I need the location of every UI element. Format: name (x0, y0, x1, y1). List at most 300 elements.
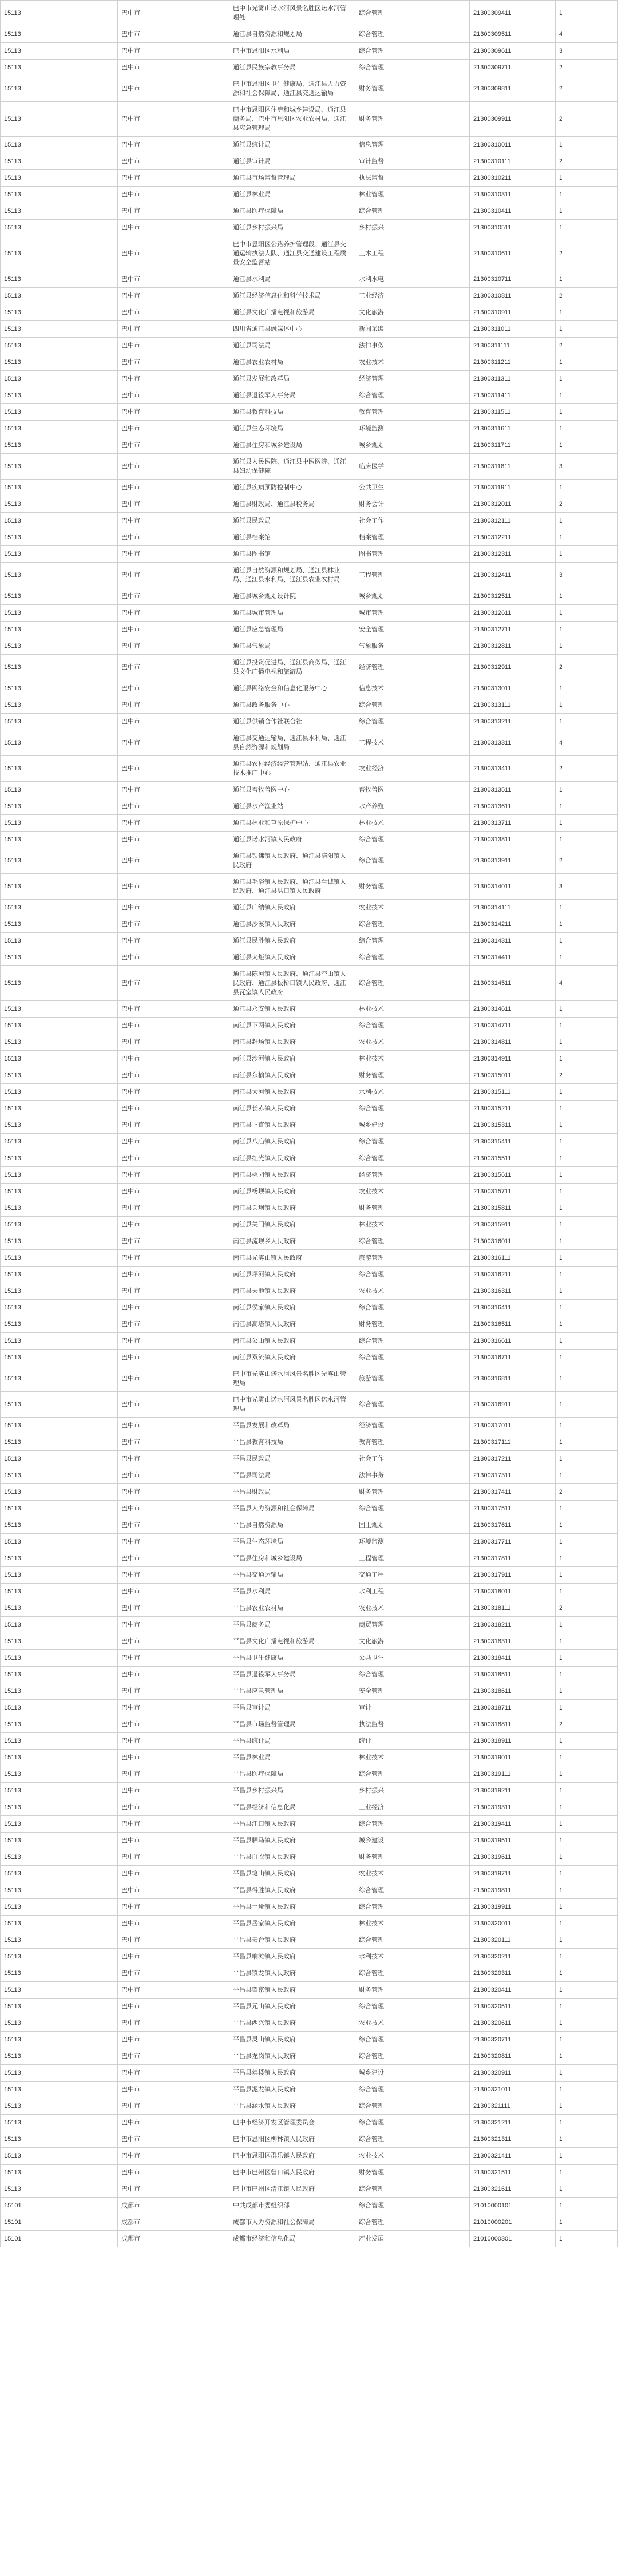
table-row (0, 1932, 618, 1948)
table-cell: 15113 (0, 900, 117, 916)
table-cell: 1 (555, 304, 618, 320)
table-cell: 通江县农村经济经营管理站、通江县农业技术推广中心 (229, 756, 355, 781)
table-cell: 乡村振兴 (355, 1783, 469, 1799)
table-row (0, 1150, 618, 1166)
table-row (0, 588, 618, 604)
table-cell: 审计监督 (355, 153, 469, 169)
table-cell: 21300313011 (469, 680, 555, 697)
table-cell: 农业技术 (355, 1866, 469, 1882)
table-cell: 15113 (0, 638, 117, 654)
table-cell: 15113 (0, 170, 117, 186)
table-row (0, 0, 618, 26)
table-row (0, 1166, 618, 1183)
table-cell: 21010000201 (469, 2214, 555, 2230)
table-row (0, 1600, 618, 1616)
table-cell: 农业技术 (355, 1600, 469, 1616)
table-cell: 15113 (0, 1283, 117, 1299)
table-cell: 1 (555, 480, 618, 496)
table-cell: 1 (555, 949, 618, 965)
table-cell: 1 (555, 1283, 618, 1299)
table-cell: 21300316511 (469, 1316, 555, 1332)
table-cell: 平昌县市场监督管理局 (229, 1716, 355, 1732)
table-cell: 平昌县交通运输局 (229, 1567, 355, 1583)
table-cell: 交通工程 (355, 1567, 469, 1583)
table-cell: 巴中市 (117, 43, 229, 59)
table-cell: 15113 (0, 513, 117, 529)
table-cell: 21300316111 (469, 1250, 555, 1266)
table-cell: 15113 (0, 137, 117, 153)
table-cell: 巴中市 (117, 321, 229, 337)
table-cell: 巴中市 (117, 102, 229, 136)
table-cell: 南江县下两镇人民政府 (229, 1018, 355, 1034)
table-cell: 21300310111 (469, 153, 555, 169)
table-row (0, 2214, 618, 2230)
table-cell: 巴中市 (117, 1184, 229, 1200)
table-cell: 综合管理 (355, 1134, 469, 1150)
table-cell: 1 (555, 387, 618, 403)
table-cell: 1 (555, 1584, 618, 1600)
table-cell: 2 (555, 1484, 618, 1500)
table-cell: 15101 (0, 2231, 117, 2247)
table-cell: 巴中市 (117, 1617, 229, 1633)
table-cell: 21300320211 (469, 1949, 555, 1965)
table-cell: 21300315311 (469, 1117, 555, 1133)
table-cell: 1 (555, 546, 618, 562)
table-cell: 城乡建设 (355, 1833, 469, 1849)
table-cell: 平昌县住房和城乡建设局 (229, 1550, 355, 1566)
table-cell: 2 (555, 1067, 618, 1083)
table-cell: 2 (555, 153, 618, 169)
table-cell: 15113 (0, 1683, 117, 1699)
table-cell: 综合管理 (355, 2181, 469, 2197)
table-cell: 平昌县生态环境局 (229, 1534, 355, 1550)
table-cell: 通江县文化广播电视和旅游局 (229, 304, 355, 320)
table-cell: 21300314511 (469, 966, 555, 1000)
table-cell: 综合管理 (355, 1233, 469, 1249)
table-cell: 平昌县笔山镇人民政府 (229, 1866, 355, 1882)
table-cell: 21300317311 (469, 1467, 555, 1483)
table-cell: 通江县民政局 (229, 513, 355, 529)
table-cell: 1 (555, 1733, 618, 1749)
table-row (0, 287, 618, 304)
table-cell: 平昌县医疗保障局 (229, 1766, 355, 1782)
table-cell: 旅游管理 (355, 1366, 469, 1391)
table-cell: 通江县畜牧兽医中心 (229, 782, 355, 798)
table-cell: 1 (555, 1300, 618, 1316)
table-cell: 21300318611 (469, 1683, 555, 1699)
table-row (0, 798, 618, 814)
table-row (0, 1799, 618, 1815)
table-cell: 1 (555, 2098, 618, 2114)
table-cell: 南江县公山镇人民政府 (229, 1333, 355, 1349)
table-cell: 巴中市 (117, 1467, 229, 1483)
table-cell: 农业经济 (355, 756, 469, 781)
table-cell: 15113 (0, 1600, 117, 1616)
table-cell: 巴中市 (117, 1882, 229, 1898)
table-cell: 巴中市 (117, 1067, 229, 1083)
table-cell: 综合管理 (355, 387, 469, 403)
table-cell: 巴中市 (117, 1451, 229, 1467)
table-cell: 农业技术 (355, 1184, 469, 1200)
table-cell: 综合管理 (355, 26, 469, 42)
table-cell: 1 (555, 1501, 618, 1517)
table-cell: 综合管理 (355, 1018, 469, 1034)
table-cell: 1 (555, 900, 618, 916)
table-cell: 15113 (0, 1333, 117, 1349)
table-cell: 15113 (0, 1117, 117, 1133)
table-cell: 21300316411 (469, 1300, 555, 1316)
table-cell: 巴中市 (117, 1167, 229, 1183)
table-cell: 21300317811 (469, 1550, 555, 1566)
table-cell: 21300313211 (469, 714, 555, 730)
table-cell: 巴中市 (117, 1683, 229, 1699)
table-row (0, 831, 618, 848)
table-cell: 21300317011 (469, 1418, 555, 1434)
table-cell: 2 (555, 60, 618, 76)
table-cell: 1 (555, 1333, 618, 1349)
table-cell: 21010000101 (469, 2198, 555, 2214)
table-cell: 21300314711 (469, 1018, 555, 1034)
table-cell: 21300311111 (469, 338, 555, 354)
table-cell: 信息技术 (355, 680, 469, 697)
table-cell: 巴中市 (117, 1267, 229, 1283)
table-row (0, 1965, 618, 1981)
table-row (0, 2131, 618, 2147)
table-cell: 巴中市 (117, 1501, 229, 1517)
table-cell: 综合管理 (355, 1766, 469, 1782)
table-cell: 1 (555, 1517, 618, 1533)
table-cell: 15113 (0, 782, 117, 798)
table-cell: 通江县经济信息化和科学技术局 (229, 288, 355, 304)
table-row (0, 529, 618, 545)
table-cell: 平昌县龙岗镇人民政府 (229, 2048, 355, 2064)
table-cell: 南江县东榆镇人民政府 (229, 1067, 355, 1083)
table-cell: 15113 (0, 454, 117, 479)
table-cell: 综合管理 (355, 933, 469, 949)
table-cell: 巴中市 (117, 480, 229, 496)
table-cell: 林业技术 (355, 1750, 469, 1766)
table-cell: 15113 (0, 933, 117, 949)
table-cell: 21300309911 (469, 102, 555, 136)
table-cell: 通江县民族宗教事务局 (229, 60, 355, 76)
table-row (0, 654, 618, 680)
table-cell: 平昌县岳家镇人民政府 (229, 1916, 355, 1932)
table-cell: 综合管理 (355, 60, 469, 76)
table-row (0, 1332, 618, 1349)
table-cell: 15113 (0, 1866, 117, 1882)
table-row (0, 2048, 618, 2064)
table-cell: 公共卫生 (355, 480, 469, 496)
table-cell: 综合管理 (355, 697, 469, 713)
table-cell: 巴中市 (117, 546, 229, 562)
table-cell: 林业技术 (355, 1001, 469, 1017)
table-cell: 15113 (0, 220, 117, 236)
table-cell: 15113 (0, 1484, 117, 1500)
table-cell: 平昌县发展和改革局 (229, 1418, 355, 1434)
table-cell: 通江县农业农村局 (229, 354, 355, 370)
table-cell: 综合管理 (355, 1300, 469, 1316)
table-row (0, 76, 618, 101)
table-cell: 15113 (0, 304, 117, 320)
table-cell: 巴中市 (117, 1051, 229, 1067)
table-cell: 财务会计 (355, 496, 469, 512)
table-row (0, 2197, 618, 2214)
table-cell: 通江县应急管理局 (229, 622, 355, 638)
table-cell: 15113 (0, 1034, 117, 1050)
table-cell: 财务管理 (355, 1982, 469, 1998)
table-cell: 15113 (0, 697, 117, 713)
table-cell: 工程技术 (355, 730, 469, 755)
table-cell: 15113 (0, 1200, 117, 1216)
table-cell: 通江县交通运输局、通江县水利局、通江县自然资源和规划局 (229, 730, 355, 755)
table-cell: 城乡规划 (355, 588, 469, 604)
table-cell: 商贸管理 (355, 1617, 469, 1633)
table-cell: 1 (555, 203, 618, 219)
table-cell: 21300310211 (469, 170, 555, 186)
table-cell: 巴中市 (117, 1982, 229, 1998)
table-cell: 南江县关坝镇人民政府 (229, 1200, 355, 1216)
table-cell: 21300314811 (469, 1034, 555, 1050)
table-cell: 巴中市 (117, 1899, 229, 1915)
table-cell: 1 (555, 321, 618, 337)
table-cell: 平昌县西兴镇人民政府 (229, 2015, 355, 2031)
table-cell: 巴中市 (117, 404, 229, 420)
table-cell: 通江县网络安全和信息化服务中心 (229, 680, 355, 697)
table-cell: 15113 (0, 1, 117, 26)
table-cell: 巴中市 (117, 655, 229, 680)
table-row (0, 453, 618, 479)
table-cell: 1 (555, 1982, 618, 1998)
table-cell: 21300321511 (469, 2165, 555, 2181)
table-row (0, 387, 618, 403)
table-cell: 通江县广纳镇人民政府 (229, 900, 355, 916)
table-cell: 21300316911 (469, 1392, 555, 1417)
table-cell: 1 (555, 1117, 618, 1133)
table-row (0, 1616, 618, 1633)
table-cell: 21300311911 (469, 480, 555, 496)
table-cell: 21300312311 (469, 546, 555, 562)
table-cell: 1 (555, 1366, 618, 1391)
table-cell: 1 (555, 1534, 618, 1550)
table-cell: 15113 (0, 1350, 117, 1366)
table-cell: 15113 (0, 815, 117, 831)
table-row (0, 203, 618, 219)
table-cell: 21300315511 (469, 1150, 555, 1166)
table-cell: 城市管理 (355, 605, 469, 621)
table-cell: 农业技术 (355, 1034, 469, 1050)
table-cell: 综合管理 (355, 43, 469, 59)
table-cell: 21300319011 (469, 1750, 555, 1766)
table-cell: 巴中市 (117, 1700, 229, 1716)
table-cell: 巴中市 (117, 2082, 229, 2098)
table-cell: 15113 (0, 1501, 117, 1517)
table-cell: 临床医学 (355, 454, 469, 479)
table-cell: 1 (555, 1034, 618, 1050)
table-cell: 1 (555, 1150, 618, 1166)
table-cell: 1 (555, 1700, 618, 1716)
table-row (0, 1782, 618, 1799)
table-cell: 旅游管理 (355, 1250, 469, 1266)
table-cell: 1 (555, 1633, 618, 1649)
table-cell: 巴中市 (117, 949, 229, 965)
table-cell: 15113 (0, 2015, 117, 2031)
table-cell: 南江县坪河镇人民政府 (229, 1267, 355, 1283)
table-cell: 通江县退役军人事务局 (229, 387, 355, 403)
table-cell: 巴中市 (117, 1200, 229, 1216)
table-cell: 通江县毛浴镇人民政府、通江县至诚镇人民政府、通江县洪口镇人民政府 (229, 874, 355, 899)
table-row (0, 1732, 618, 1749)
table-cell: 15113 (0, 496, 117, 512)
table-row (0, 1649, 618, 1666)
table-cell: 21300309711 (469, 60, 555, 76)
table-cell: 综合管理 (355, 2115, 469, 2131)
table-row (0, 638, 618, 654)
table-cell: 15113 (0, 1001, 117, 1017)
table-cell: 4 (555, 730, 618, 755)
table-cell: 巴中市 (117, 756, 229, 781)
table-cell: 15113 (0, 2032, 117, 2048)
table-row (0, 1766, 618, 1782)
table-row (0, 1683, 618, 1699)
table-cell: 巴中市 (117, 588, 229, 604)
table-cell: 乡村振兴 (355, 220, 469, 236)
table-cell: 1 (555, 371, 618, 387)
table-cell: 通江县自然资源和规划局、通江县林业局、通江县水利局、通江县农业农村局 (229, 563, 355, 588)
table-cell: 巴中市 (117, 605, 229, 621)
table-cell: 平昌县林业局 (229, 1750, 355, 1766)
table-cell: 15113 (0, 1750, 117, 1766)
table-cell: 21300312611 (469, 605, 555, 621)
table-row (0, 1283, 618, 1299)
table-cell: 1 (555, 1833, 618, 1849)
table-cell: 巴中市 (117, 1932, 229, 1948)
table-cell: 15113 (0, 756, 117, 781)
table-cell: 通江县人民医院、通江县中医医院、通江县妇幼保健院 (229, 454, 355, 479)
table-cell: 15113 (0, 1167, 117, 1183)
table-cell: 南江县长赤镇人民政府 (229, 1101, 355, 1117)
table-cell: 21300320611 (469, 2015, 555, 2031)
table-cell: 21300310511 (469, 220, 555, 236)
table-row (0, 26, 618, 42)
table-cell: 财务管理 (355, 76, 469, 101)
table-cell: 巴中市 (117, 76, 229, 101)
table-row (0, 1366, 618, 1391)
table-cell: 审计 (355, 1700, 469, 1716)
table-cell: 21300315711 (469, 1184, 555, 1200)
table-cell: 1 (555, 1167, 618, 1183)
table-row (0, 1749, 618, 1766)
table-cell: 巴中市光雾山诺水河风景名胜区诺水河管理局 (229, 1392, 355, 1417)
table-cell: 1 (555, 2181, 618, 2197)
table-cell: 综合管理 (355, 1101, 469, 1117)
table-cell: 通江县林业和草原保护中心 (229, 815, 355, 831)
table-cell: 15113 (0, 1101, 117, 1117)
table-cell: 水利技术 (355, 1084, 469, 1100)
table-cell: 21300309411 (469, 1, 555, 26)
table-cell: 1 (555, 1899, 618, 1915)
table-cell: 15113 (0, 832, 117, 848)
table-cell: 21300319511 (469, 1833, 555, 1849)
table-cell: 财务管理 (355, 102, 469, 136)
table-row (0, 59, 618, 76)
table-cell: 成都市 (117, 2198, 229, 2214)
table-cell: 1 (555, 1101, 618, 1117)
table-cell: 15113 (0, 1084, 117, 1100)
table-cell: 巴中市 (117, 1584, 229, 1600)
table-cell: 巴中市恩阳区住房和城乡建设局、通江县商务局、巴中市恩阳区农业农村局、通江县应急管理局 (229, 102, 355, 136)
table-cell: 21300312511 (469, 588, 555, 604)
table-cell: 21300321611 (469, 2181, 555, 2197)
table-cell: 15113 (0, 1882, 117, 1898)
table-cell: 巴中市 (117, 1534, 229, 1550)
table-cell: 土木工程 (355, 236, 469, 271)
table-cell: 平昌县审计局 (229, 1700, 355, 1716)
table-cell: 3 (555, 43, 618, 59)
table-row (0, 1898, 618, 1915)
table-cell: 平昌县响滩镇人民政府 (229, 1949, 355, 1965)
table-cell: 综合管理 (355, 1965, 469, 1981)
table-cell: 15113 (0, 622, 117, 638)
table-cell: 1 (555, 1018, 618, 1034)
table-cell: 南江县高塔镇人民政府 (229, 1316, 355, 1332)
table-row (0, 2098, 618, 2114)
table-cell: 15113 (0, 1916, 117, 1932)
table-cell: 21300318711 (469, 1700, 555, 1716)
table-cell: 21300319611 (469, 1849, 555, 1865)
table-cell: 新闻采编 (355, 321, 469, 337)
table-cell: 巴中市 (117, 2181, 229, 2197)
table-row (0, 781, 618, 798)
table-cell: 巴中市 (117, 1816, 229, 1832)
table-cell: 综合管理 (355, 1932, 469, 1948)
table-cell: 2 (555, 236, 618, 271)
table-cell: 水利技术 (355, 1949, 469, 1965)
table-cell: 巴中市 (117, 1, 229, 26)
table-cell: 1 (555, 1217, 618, 1233)
table-cell: 1 (555, 2165, 618, 2181)
table-row (0, 2015, 618, 2031)
table-cell: 综合管理 (355, 2098, 469, 2114)
table-cell: 巴中市 (117, 2165, 229, 2181)
table-cell: 安全管理 (355, 1683, 469, 1699)
table-cell: 21300310011 (469, 137, 555, 153)
table-cell: 21300309511 (469, 26, 555, 42)
table-cell: 1 (555, 1766, 618, 1782)
table-cell: 1 (555, 513, 618, 529)
table-row (0, 354, 618, 370)
table-cell: 15113 (0, 1633, 117, 1649)
table-cell: 平昌县商务局 (229, 1617, 355, 1633)
table-row (0, 1017, 618, 1034)
table-cell: 1 (555, 1084, 618, 1100)
table-cell: 21300318011 (469, 1584, 555, 1600)
table-cell: 南江县红光镇人民政府 (229, 1150, 355, 1166)
table-cell: 巴中市 (117, 798, 229, 814)
table-cell: 巴中市 (117, 1866, 229, 1882)
table-cell: 城乡建设 (355, 1117, 469, 1133)
table-cell: 15113 (0, 2131, 117, 2147)
table-row (0, 1849, 618, 1865)
table-row (0, 1067, 618, 1083)
table-cell: 工业经济 (355, 1799, 469, 1815)
table-cell: 1 (555, 137, 618, 153)
table-cell: 平昌县元山镇人民政府 (229, 1999, 355, 2015)
table-cell: 15113 (0, 1366, 117, 1391)
table-cell: 21300319811 (469, 1882, 555, 1898)
table-cell: 15113 (0, 1783, 117, 1799)
table-cell: 15113 (0, 2048, 117, 2064)
table-cell: 21300316011 (469, 1233, 555, 1249)
